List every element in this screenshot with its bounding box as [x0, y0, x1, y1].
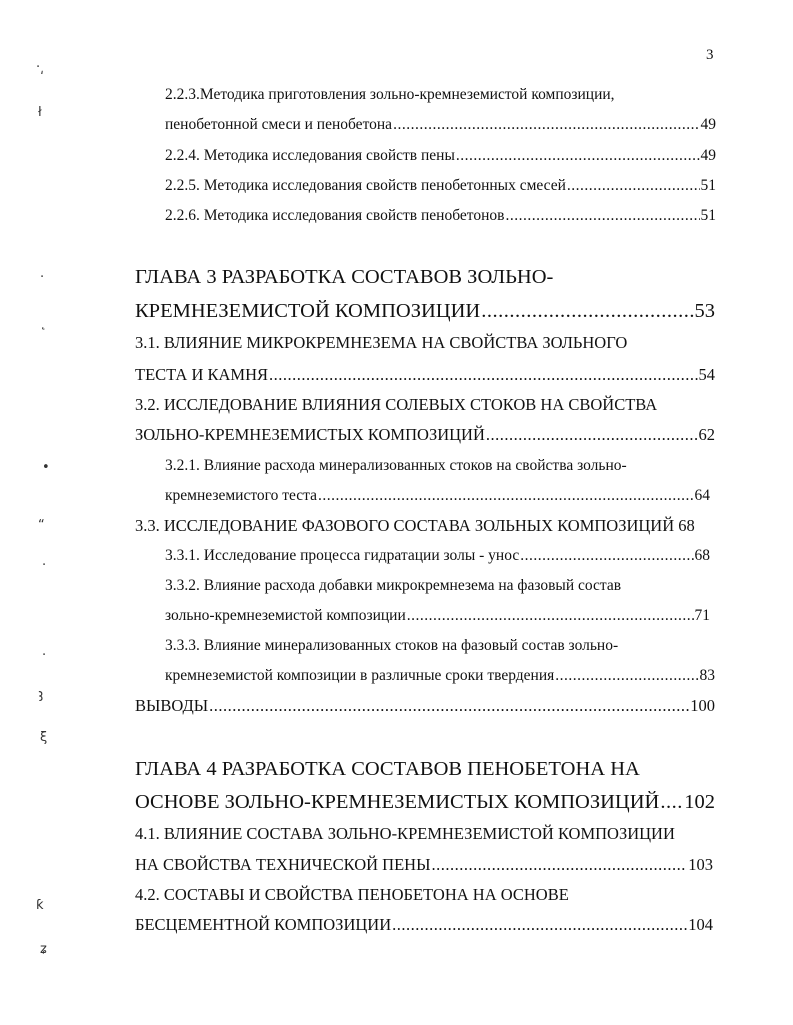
toc-entry: пенобетонной смеси и пенобетона ..... 49: [165, 112, 716, 138]
toc-section: 4.1. ВЛИЯНИЕ СОСТАВА ЗОЛЬНО-КРЕМНЕЗЕМИСТОЙ КОМПОЗИЦИИ: [135, 824, 675, 843]
toc-chapter-heading: ОСНОВЕ ЗОЛЬНО-КРЕМНЕЗЕМИСТЫХ КОМПОЗИЦИЙ ..... 102: [135, 787, 715, 817]
leader-dots: [393, 112, 699, 138]
leader-dots: [505, 203, 699, 229]
toc-section: БЕСЦЕМЕНТНОЙ КОМПОЗИЦИИ ..... 104: [135, 912, 713, 938]
leader-dots: [481, 296, 693, 326]
leader-dots: [486, 422, 698, 448]
toc-section: ТЕСТА И КАМНЯ ..... 54: [135, 362, 715, 388]
toc-entry: 2.2.5. Методика исследования свойств пенобетонных смесей ..... 51: [165, 173, 716, 199]
toc-section: ЗОЛЬНО-КРЕМНЕЗЕМИСТЫХ КОМПОЗИЦИЙ ..... 62: [135, 422, 715, 448]
toc-chapter-heading: КРЕМНЕЗЕМИСТОЙ КОМПОЗИЦИИ ..... 53: [135, 296, 715, 326]
scan-speck: ·: [40, 270, 45, 285]
toc-section: 3.1. ВЛИЯНИЕ МИКРОКРЕМНЕЗЕМА НА СВОЙСТВА ЗОЛЬНОГО: [135, 333, 628, 352]
toc-entry: 3.3.1. Исследование процесса гидратации золы - унос ..... 68: [165, 543, 710, 569]
toc-entry: зольно-кремнеземистой композиции ..... 71: [165, 603, 710, 629]
toc-chapter-heading: ГЛАВА 4 РАЗРАБОТКА СОСТАВОВ ПЕНОБЕТОНА НА: [135, 758, 640, 780]
scan-speck: Ꜣ: [38, 690, 44, 705]
scan-speck: ʑ: [40, 942, 47, 957]
leader-dots: [555, 663, 698, 689]
scan-speck: ·͵: [36, 60, 44, 75]
leader-dots: [567, 173, 700, 199]
scan-speck: ˛: [40, 316, 47, 331]
toc-chapter-heading: ГЛАВА 3 РАЗРАБОТКА СОСТАВОВ ЗОЛЬНО-: [135, 266, 554, 288]
leader-dots: [269, 362, 697, 388]
toc-entry: 3.3.2. Влияние расхода добавки микрокремнезема на фазовый состав: [165, 577, 622, 594]
scan-speck: •: [42, 460, 50, 475]
toc-entry: 3.3.3. Влияние минерализованных стоков на фазовый состав зольно-: [165, 637, 619, 654]
toc-entry: кремнеземистого теста ..... 64: [165, 483, 710, 509]
leader-dots: [407, 603, 694, 629]
toc-entry: 2.2.4. Методика исследования свойств пены ..... 49: [165, 143, 716, 169]
toc-section: 3.2. ИССЛЕДОВАНИЕ ВЛИЯНИЯ СОЛЕВЫХ СТОКОВ НА СВОЙСТВА: [135, 395, 658, 414]
leader-dots: [660, 787, 683, 817]
leader-dots: [392, 912, 687, 938]
toc-entry: 2.2.6. Методика исследования свойств пенобетонов ..... 51: [165, 203, 716, 229]
scan-speck: ·: [42, 648, 47, 663]
scan-speck: ·: [42, 558, 47, 573]
toc-section: 4.2. СОСТАВЫ И СВОЙСТВА ПЕНОБЕТОНА НА ОСНОВЕ: [135, 885, 569, 904]
leader-dots: [431, 852, 687, 878]
toc-entry: 3.2.1. Влияние расхода минерализованных стоков на свойства зольно-: [165, 457, 627, 474]
page-number: 3: [706, 47, 714, 63]
leader-dots: [209, 693, 689, 719]
toc-section: 3.3. ИССЛЕДОВАНИЕ ФАЗОВОГО СОСТАВА ЗОЛЬНЫХ КОМПОЗИЦИЙ 68: [135, 516, 695, 535]
leader-dots: [318, 483, 694, 509]
leader-dots: [456, 143, 700, 169]
toc-entry: 2.2.3.Методика приготовления зольно-кремнеземистой композиции,: [165, 86, 615, 103]
scan-speck: ξ: [40, 730, 48, 745]
toc-entry: кремнеземистой композиции в различные сроки твердения ..... 83: [165, 663, 715, 689]
toc-section: НА СВОЙСТВА ТЕХНИЧЕСКОЙ ПЕНЫ ..... 103: [135, 852, 713, 878]
scan-speck: ƙ: [36, 898, 44, 913]
leader-dots: [520, 543, 693, 569]
toc-section: ВЫВОДЫ ..... 100: [135, 693, 715, 719]
scan-speck: “: [38, 518, 45, 533]
scan-speck: ł: [38, 105, 42, 120]
